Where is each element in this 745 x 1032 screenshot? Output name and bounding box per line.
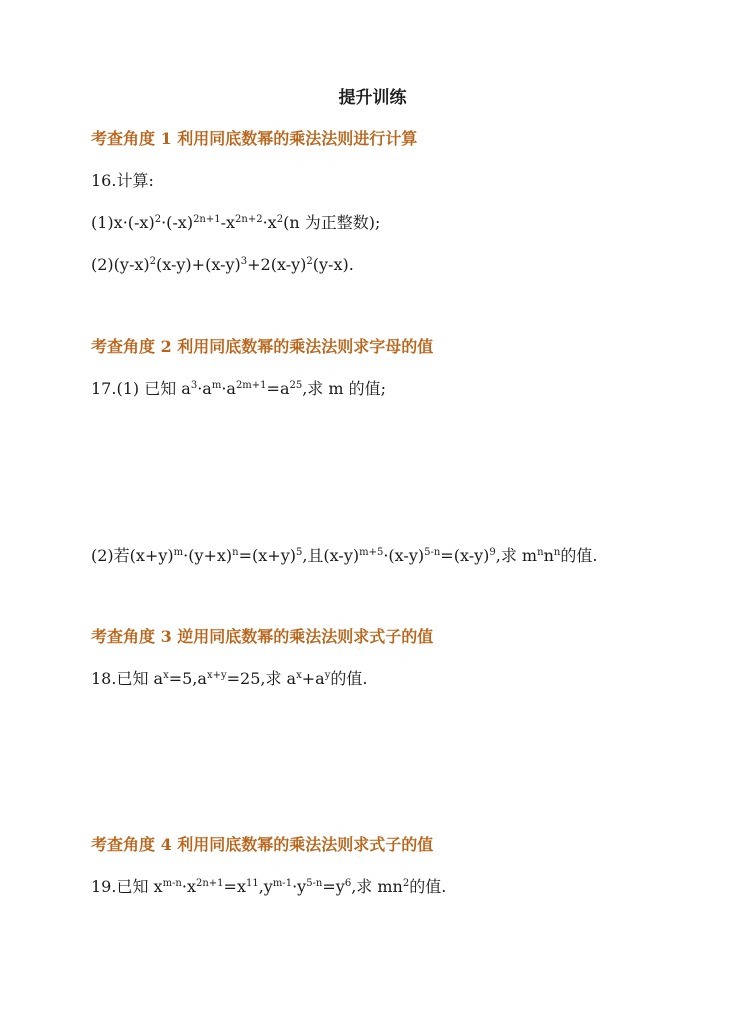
expr-text: 的值.	[560, 546, 598, 565]
expr-text: ·a	[221, 379, 236, 398]
exponent: 2	[306, 256, 313, 267]
section-heading-4: 考查角度 4 利用同底数幂的乘法法则求式子的值	[91, 835, 434, 854]
question-16-stem: 16.计算:	[91, 171, 154, 190]
exponent: 2n+2	[235, 214, 263, 225]
exponent: n	[553, 547, 561, 558]
expr-text: =a	[266, 379, 290, 398]
expr-text: +2(x-y)	[247, 255, 307, 274]
exponent: 2	[276, 214, 284, 225]
exponent: 2	[154, 214, 162, 225]
expr-text: (x-y)+(x-y)	[156, 255, 241, 274]
expr-text: -x	[220, 213, 236, 232]
section-heading-3: 考查角度 3 逆用同底数幂的乘法法则求式子的值	[91, 627, 434, 646]
expr-text: 的值.	[409, 877, 447, 896]
exponent: x	[296, 670, 302, 681]
expr-text: =(x+y)	[238, 546, 296, 565]
exponent: 25	[289, 380, 303, 391]
expr-text: ·x	[262, 213, 277, 232]
question-16-part-2	[91, 254, 354, 276]
expr-text: ·x	[181, 877, 196, 896]
expr-text: 17.(1) 已知 a	[91, 379, 191, 398]
exponent: 2m+1	[235, 380, 267, 391]
exponent: 2n+1	[195, 878, 224, 889]
exponent: m+5	[359, 547, 384, 558]
expr-text: =y	[322, 877, 345, 896]
exponent: 5-n	[424, 547, 441, 558]
page-title: 提升训练	[338, 88, 407, 108]
exponent: 2	[149, 256, 156, 267]
expr-text: 19.已知 x	[91, 877, 163, 896]
exponent: m-1	[272, 878, 293, 889]
exponent: m	[211, 380, 222, 391]
exponent: 2	[402, 878, 410, 889]
expr-text: ,y	[258, 877, 273, 896]
expr-text: ·a	[197, 379, 212, 398]
exponent: y	[324, 670, 331, 681]
expr-text: =x	[223, 877, 246, 896]
exponent: 3	[240, 256, 248, 267]
exponent: 6	[344, 878, 352, 889]
expr-text: 18.已知 a	[91, 669, 164, 688]
expr-text: ,求 mn	[351, 877, 403, 896]
expr-text: (n 为正整数);	[283, 213, 381, 232]
expr-text: ·y	[292, 877, 307, 896]
exponent: 9	[489, 547, 496, 558]
exponent: n	[537, 547, 544, 558]
expr-text: ·(-x)	[161, 213, 194, 232]
exponent: x	[163, 670, 169, 681]
question-19	[91, 876, 446, 898]
expr-text: (1)x·(-x)	[91, 213, 155, 232]
expr-text: 的值.	[330, 669, 368, 688]
expr-text: ,求 m	[495, 546, 538, 565]
expr-text: =25,求 a	[226, 669, 297, 688]
section-heading-1: 考查角度 1 利用同底数幂的乘法法则进行计算	[91, 129, 418, 148]
expr-text: =(x-y)	[440, 546, 490, 565]
expr-text: n	[543, 546, 554, 565]
question-16-part-1	[91, 212, 380, 234]
exponent: 3	[190, 380, 198, 391]
expr-text: ·(y+x)	[183, 546, 233, 565]
exponent: x+y	[206, 670, 227, 681]
question-17-part-2	[91, 545, 597, 567]
question-18	[91, 668, 367, 690]
expr-text: ,求 m 的值;	[302, 379, 387, 398]
exponent: 2n+1	[193, 214, 221, 225]
expr-text: ·(x-y)	[383, 546, 425, 565]
section-heading-2: 考查角度 2 利用同底数幂的乘法法则求字母的值	[91, 337, 434, 356]
expr-text: =5,a	[168, 669, 207, 688]
expr-text: (2)(y-x)	[91, 255, 150, 274]
expr-text: +a	[301, 669, 325, 688]
exponent: 5-n	[306, 878, 323, 889]
exponent: m-n	[162, 878, 182, 889]
exponent: n	[232, 547, 239, 558]
exponent: 11	[245, 878, 259, 889]
expr-text: (y-x).	[312, 255, 354, 274]
expr-text: (2)若(x+y)	[91, 546, 174, 565]
exponent: 5	[295, 547, 303, 558]
expr-text: ,且(x-y)	[302, 546, 360, 565]
question-17-part-1	[91, 378, 386, 400]
exponent: m	[173, 547, 184, 558]
